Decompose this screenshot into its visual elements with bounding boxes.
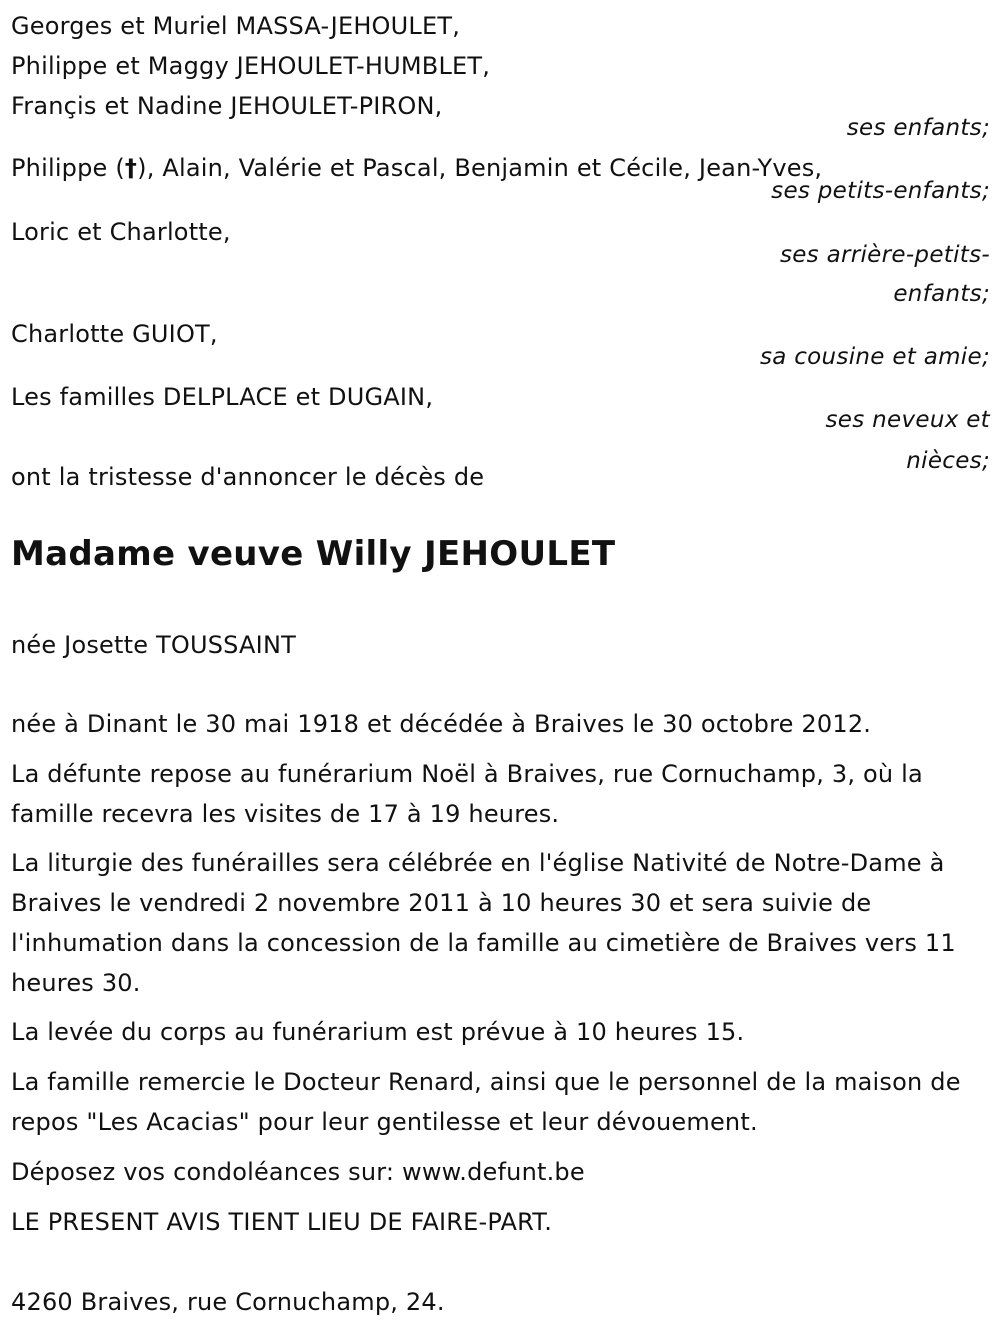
thanks-paragraph: La famille remercie le Docteur Renard, ainsi que le personnel de la maison de repos "Les Acacias" pour leur gentilesse et leur dévouement. (11, 1068, 961, 1136)
rest-paragraph: La défunte repose au funérarium Noël à Braives, rue Cornuchamp, 3, où la famille recevra les visites de 17 à 19 heures. (11, 760, 923, 828)
announcement: ont la tristesse d'annoncer le décès de (11, 463, 485, 491)
families: Les familles DELPLACE et DUGAIN, (11, 383, 434, 411)
children-line-2: Philippe et Maggy JEHOULET-HUMBLET, (11, 52, 491, 80)
great-grandchildren-role-1: ses arrière-petits- (779, 242, 990, 268)
great-grandchildren-role-2: enfants; (893, 281, 990, 307)
cross-icon: † (124, 154, 138, 182)
liturgy-paragraph: La liturgie des funérailles sera célébrée en l'église Nativité de Notre-Dame à Braives le vendredi 2 novembre 2011 à 10 heures 30 et sera suivie de l'inhumation dans la concession de la famille au cimetière de Braives vers 11 heures 30. (11, 849, 956, 997)
children-line-3: Françis et Nadine JEHOULET-PIRON, (11, 92, 443, 120)
families-role-1: ses neveux et (825, 407, 990, 433)
condolences-paragraph: Déposez vos condoléances sur: www.defunt.be (11, 1158, 585, 1186)
children-line-1: Georges et Muriel MASSA-JEHOULET, (11, 12, 461, 40)
cousin-role: sa cousine et amie; (759, 344, 990, 370)
great-grandchildren: Loric et Charlotte, (11, 218, 231, 246)
grandchildren-role: ses petits-enfants; (771, 178, 990, 204)
birth-death-paragraph: née à Dinant le 30 mai 1918 et décédée à Braives le 30 octobre 2012. (11, 710, 872, 738)
cousin: Charlotte GUIOT, (11, 320, 218, 348)
grandchildren-suffix: ), Alain, Valérie et Pascal, Benjamin et Cécile, Jean-Yves, (137, 154, 823, 182)
deceased-name: Madame veuve Willy JEHOULET (11, 534, 616, 574)
families-role-2: nièces; (906, 448, 990, 474)
grandchildren-line (11, 156, 822, 180)
address-paragraph: 4260 Braives, rue Cornuchamp, 24. (11, 1288, 445, 1316)
birth-name: née Josette TOUSSAINT (11, 631, 296, 659)
grandchildren-prefix: Philippe ( (11, 154, 125, 182)
body-lifting-paragraph: La levée du corps au funérarium est prévue à 10 heures 15. (11, 1018, 745, 1046)
children-role: ses enfants; (846, 115, 990, 141)
notice-paragraph: LE PRESENT AVIS TIENT LIEU DE FAIRE-PART. (11, 1208, 553, 1236)
